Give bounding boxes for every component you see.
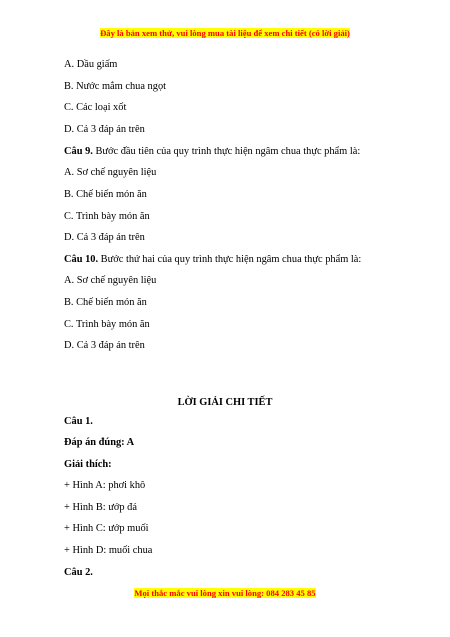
q10-option-b: B. Chế biến món ăn	[64, 297, 147, 308]
header-notice	[0, 27, 450, 39]
header-notice-text: Đây là bản xem thử, vui lòng mua tài liệu để xem chi tiết (có lời giải)	[100, 28, 350, 38]
solution-explain-label: Giải thích:	[64, 459, 112, 470]
q8-option-d: D. Cả 3 đáp án trên	[64, 124, 145, 135]
q9-option-d: D. Cả 3 đáp án trên	[64, 232, 145, 243]
solution-item-d: + Hình D: muối chua	[64, 545, 153, 556]
solution-answer: Đáp án đúng: A	[64, 437, 135, 448]
footer-notice-text: Mọi thắc mắc vui lòng xin vui lòng: 084 283 45 85	[134, 588, 316, 598]
q8-option-a: A. Dầu giấm	[64, 59, 118, 70]
footer-notice	[0, 587, 450, 599]
solution-title: LỜI GIẢI CHI TIẾT	[177, 397, 273, 408]
q9-text: Bước đầu tiên của quy trình thực hiện ngâm chua thực phẩm là:	[92, 146, 361, 157]
q9-option-c: C. Trình bày món ăn	[64, 211, 150, 222]
q9-option-a: A. Sơ chế nguyên liệu	[64, 167, 157, 178]
q10-text: Bước thứ hai của quy trình thực hiện ngâm chua thực phẩm là:	[98, 254, 362, 265]
solution-item-b: + Hình B: ướp đá	[64, 502, 137, 513]
solution-item-a: + Hình A: phơi khô	[64, 480, 146, 491]
solution-q1-label: Câu 1.	[64, 416, 93, 427]
solution-item-c: + Hình C: ướp muối	[64, 523, 149, 534]
q8-option-c: C. Các loại xốt	[64, 102, 127, 113]
q9-question	[64, 145, 360, 158]
q10-option-c: C. Trình bày món ăn	[64, 319, 150, 330]
solution-q2-label: Câu 2.	[64, 567, 93, 578]
q10-label: Câu 10.	[64, 254, 99, 265]
q8-option-b: B. Nước mắm chua ngọt	[64, 81, 167, 92]
q10-question	[64, 253, 361, 266]
q10-option-d: D. Cả 3 đáp án trên	[64, 340, 145, 351]
q9-option-b: B. Chế biến món ăn	[64, 189, 147, 200]
q10-option-a: A. Sơ chế nguyên liệu	[64, 275, 157, 286]
q9-label: Câu 9.	[64, 146, 93, 157]
